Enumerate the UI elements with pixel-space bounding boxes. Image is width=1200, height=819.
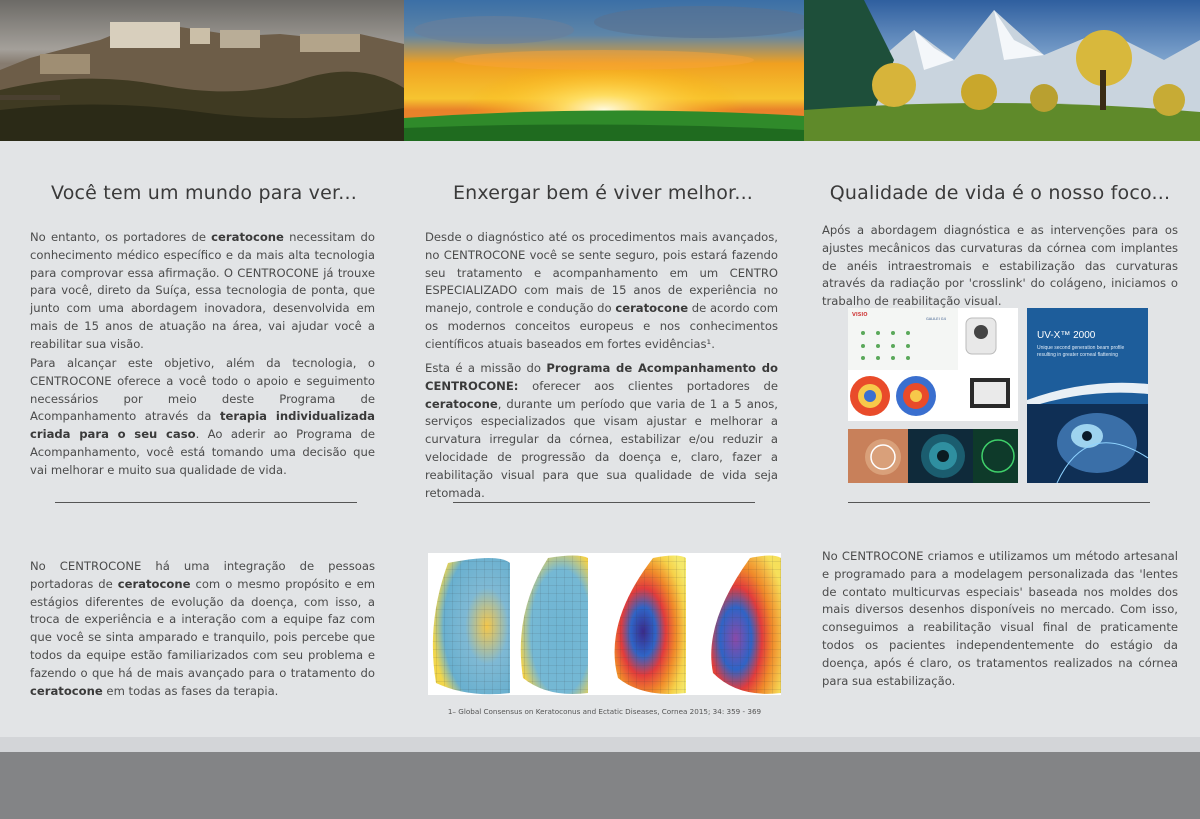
footer-bar [0, 752, 1200, 819]
visio-brand-text: VISIO [852, 312, 868, 318]
col2-paragraph-2 [425, 360, 778, 502]
uvx-title: UV-X™ 2000 [1037, 330, 1096, 341]
text-run: de acordo com os modernos conceitos europeus e nos conhecimentos científicos atuais baseados em fortes evidências¹. [425, 301, 778, 351]
citation-footnote: 1– Global Consensus on Keratoconus and Ectatic Diseases, Cornea 2015; 34: 359 - 369 [447, 707, 762, 716]
text-run: Esta é a missão do [425, 361, 547, 375]
photo-banner [0, 0, 1200, 141]
uvx-2000-card [1027, 308, 1148, 483]
text-run: oferecer aos clientes portadores de [518, 378, 778, 393]
col1-paragraph-2 [30, 355, 375, 480]
col2-paragraph-1 [425, 229, 778, 354]
col1-heading: Você tem um mundo para ver... [50, 182, 358, 204]
col3-paragraph-1 [822, 222, 1178, 311]
text-run: . Ao aderir ao Programa de Acompanhamento, você está tomando uma decisão que vai melhorar e muito sua qualidade de vida. [30, 427, 375, 477]
eye-treatment-photo [848, 429, 1018, 483]
text-run: No entanto, os portadores de [30, 230, 212, 244]
col3-heading: Qualidade de vida é o nosso foco... [829, 182, 1171, 204]
col2-divider [453, 502, 755, 503]
bold-text: ceratocone [425, 396, 498, 411]
uvx-subtitle: Unique second generation beam profile resulting in greater corneal flattening [1037, 345, 1125, 358]
corneal-topography-maps [428, 553, 781, 695]
text-run: Após a abordagem diagnóstica e as intervenções para os ajustes mecânicos das curvaturas da córnea com implantes de anéis intraestromais e estabilização das curvaturas através da radiação por 'crosslink' do colágeno, iniciamos o trabalho de reabilitação visual. [822, 223, 1178, 309]
text-run: com o mesmo propósito e em estágios diferentes de evolução da doença, com isso, a troca de experiência e a interação com a equipe faz com que você se sinta amparado e tranquilo, pois percebe que todos da equipe estão familiarizados com seu problema e fazendo o que há de mais avançado para o tratamento do [30, 576, 375, 680]
text-run: necessitam do conhecimento médico específico e da mais alta tecnologia para comprovar essa afirmação. O CENTROCONE já trouxe para você, direto da Suíça, essa tecnologia de ponta, que junto com uma abordagem inovadora, desenvolvida em mais de 15 anos de atuação na área, vai ajudar você a reabilitar sua visão. [30, 230, 375, 351]
bold-text: ceratocone [615, 301, 689, 316]
text-run: Para alcançar este objetivo, além da tecnologia, o CENTROCONE oferece a você todo o apoio e seguimento necessários por meio deste Programa de Acompanhamento através da [30, 356, 375, 424]
text-run: No CENTROCONE criamos e utilizamos um método artesanal e programado para a modelagem personalizada das 'lentes de contato multicurvas especiais' baseada nos moldes dos mais diversos desenhos disponíveis no mercado. Com isso, conseguimos a reabilitação visual final de praticamente todos os pacientes independentemente do estágio da doença, após é claro, os tratamentos realizados na córnea para sua estabilização. [822, 549, 1178, 688]
bold-text: ceratocone [30, 683, 103, 698]
sunset-photo [404, 0, 804, 141]
col1-paragraph-1 [30, 229, 375, 354]
bold-text: ceratocone [211, 230, 284, 244]
galilei-brand-text: GALILEI G4 [926, 317, 946, 321]
col2-heading: Enxergar bem é viver melhor... [452, 182, 754, 204]
col1-paragraph-3 [30, 558, 375, 700]
footer-strip [0, 737, 1200, 752]
text-run: , durante um período que varia de 1 a 5 anos, serviços especializados que visam ajustar e melhorar a curvatura irregular da córnea, estabilizar e/ou reduzir a velocidade de progressão da doença e, claro, fazer a reabilitação visual para que sua qualidade de vida seja retomada. [425, 396, 778, 500]
text-run: No CENTROCONE há uma integração de pessoas portadoras de [30, 559, 375, 591]
col3-paragraph-2 [822, 548, 1178, 690]
col1-divider [55, 502, 357, 503]
diagnostic-devices-photo [848, 308, 1018, 421]
mountain-photo [804, 0, 1200, 141]
bold-text: terapia individualizada criada para o seu caso [30, 409, 375, 442]
cliff-town-photo [0, 0, 404, 141]
text-run: Desde o diagnóstico até os procedimentos mais avançados, no CENTROCONE você se sente seguro, pois estará fazendo seu tratamento e acompanhamento em um CENTRO ESPECIALIZADO com mais de 15 anos de experiência no manejo, controle e condução do [425, 230, 778, 316]
col3-divider [848, 502, 1150, 503]
text-run: em todas as fases da terapia. [102, 683, 279, 698]
bold-text: ceratocone [117, 576, 191, 591]
bold-text: Programa de Acompanhamento do CENTROCONE: [425, 361, 778, 393]
uvx-eye-image [1027, 308, 1148, 483]
